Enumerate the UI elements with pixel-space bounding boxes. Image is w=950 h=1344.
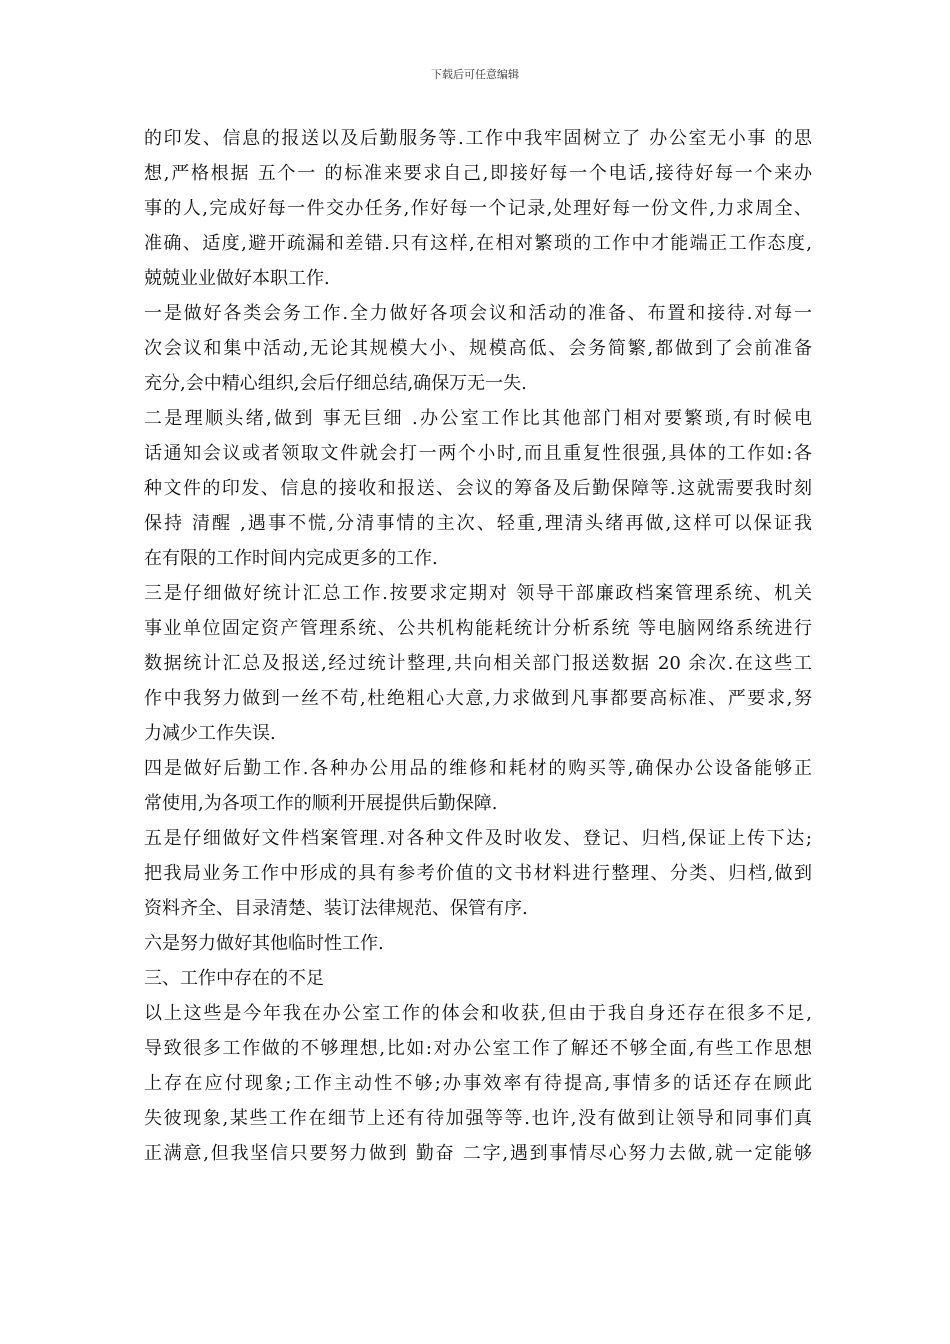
text-line: 正满意,但我坚信只要努力做到 勤奋 二字,遇到事情尽心努力去做,就一定能够 xyxy=(144,1143,812,1164)
text-line: 事业单位固定资产管理系统、公共机构能耗统计分析系统 等电脑网络系统进行 xyxy=(144,618,812,639)
text-line: 兢兢业业做好本职工作. xyxy=(144,268,330,289)
text-line: 三是仔细做好统计汇总工作.按要求定期对 领导干部廉政档案管理系统、机关 xyxy=(144,583,812,604)
document-body xyxy=(144,121,812,1171)
text-line: 次会议和集中活动,无论其规模大小、规模高低、会务简繁,都做到了会前准备 xyxy=(144,338,812,359)
text-line: 想,严格根据 五个一 的标准来要求自己,即接好每一个电话,接待好每一个来办 xyxy=(144,163,812,184)
text-line: 把我局业务工作中形成的具有参考价值的文书材料进行整理、分类、归档,做到 xyxy=(144,863,812,884)
text-line: 失彼现象,某些工作在细节上还有待加强等等.也许,没有做到让领导和同事们真 xyxy=(144,1108,812,1129)
text-line: 事的人,完成好每一件交办任务,作好每一个记录,处理好每一份文件,力求周全、 xyxy=(144,198,812,219)
text-line: 在有限的工作时间内完成更多的工作. xyxy=(144,548,438,569)
text-line: 上存在应付现象;工作主动性不够;办事效率有待提高,事情多的话还存在顾此 xyxy=(144,1073,812,1094)
text-line: 一是做好各类会务工作.全力做好各项会议和活动的准备、布置和接待.对每一 xyxy=(144,303,812,324)
text-line: 力减少工作失误. xyxy=(144,723,276,744)
text-line: 五是仔细做好文件档案管理.对各种文件及时收发、登记、归档,保证上传下达; xyxy=(144,828,812,849)
text-line: 话通知会议或者领取文件就会打一两个小时,而且重复性很强,具体的工作如:各 xyxy=(144,443,812,464)
text-line: 准确、适度,避开疏漏和差错.只有这样,在相对繁琐的工作中才能端正工作态度, xyxy=(144,233,812,254)
page-header: 下载后可任意编辑 xyxy=(431,68,519,81)
text-line: 二是理顺头绪,做到 事无巨细 .办公室工作比其他部门相对要繁琐,有时候电 xyxy=(144,408,812,429)
text-line: 保持 清醒 ,遇事不慌,分清事情的主次、轻重,理清头绪再做,这样可以保证我 xyxy=(144,513,812,534)
text-line: 作中我努力做到一丝不苟,杜绝粗心大意,力求做到凡事都要高标准、严要求,努 xyxy=(144,688,812,709)
text-line: 资料齐全、目录清楚、装订法律规范、保管有序. xyxy=(144,898,528,919)
text-line: 的印发、信息的报送以及后勤服务等.工作中我牢固树立了 办公室无小事 的思 xyxy=(144,128,812,149)
text-line: 四是做好后勤工作.各种办公用品的维修和耗材的购买等,确保办公设备能够正 xyxy=(144,758,812,779)
text-line: 导致很多工作做的不够理想,比如:对办公室工作了解还不够全面,有些工作思想 xyxy=(144,1038,812,1059)
text-line: 以上这些是今年我在办公室工作的体会和收获,但由于我自身还存在很多不足, xyxy=(144,1003,812,1024)
text-line: 三、工作中存在的不足 xyxy=(144,968,324,989)
text-line: 数据统计汇总及报送,经过统计整理,共向相关部门报送数据 20 余次.在这些工 xyxy=(144,653,812,674)
text-line: 充分,会中精心组织,会后仔细总结,确保万无一失. xyxy=(144,373,527,394)
text-line: 种文件的印发、信息的接收和报送、会议的筹备及后勤保障等.这就需要我时刻 xyxy=(144,478,812,499)
text-line: 常使用,为各项工作的顺利开展提供后勤保障. xyxy=(144,793,498,814)
text-line: 六是努力做好其他临时性工作. xyxy=(144,933,384,954)
